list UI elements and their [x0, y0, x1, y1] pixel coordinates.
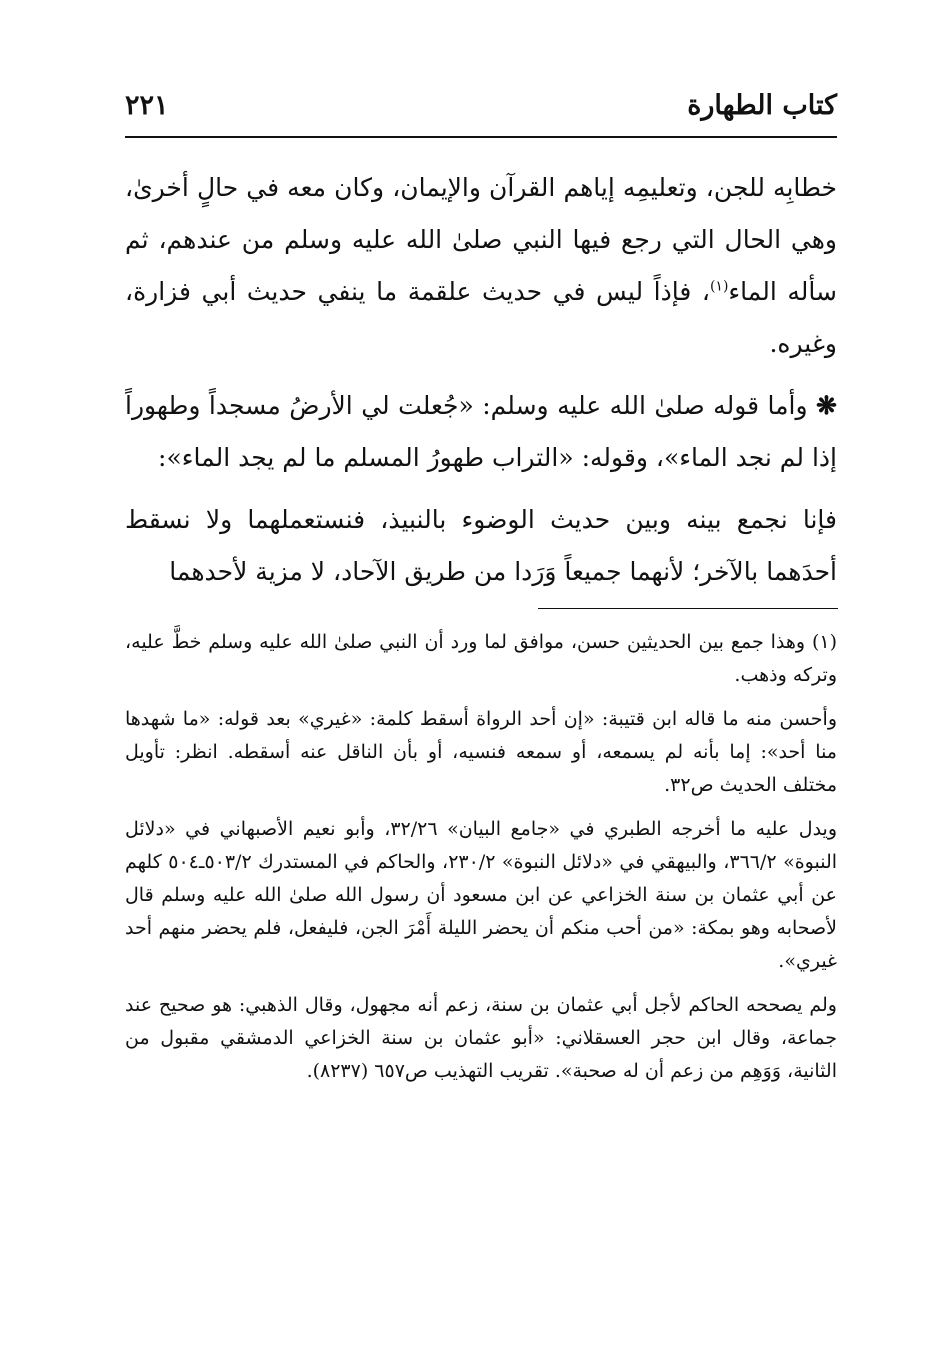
body-paragraph: [125, 380, 837, 484]
body-text: وأما قوله صلىٰ الله عليه وسلم: «جُعلت لي الأرضُ مسجداً وطهوراً إذا لم نجد الماء»، وقوله: «التراب طهورُ المسلم ما لم يجد الماء»:: [125, 391, 837, 472]
footnotes-section: [125, 626, 837, 1099]
body-text: ، فإذاً ليس في حديث علقمة ما ينفي حديث أبي فزارة، وغيره.: [125, 277, 837, 358]
footnote: وأحسن منه ما قاله ابن قتيبة: «إن أحد الرواة أسقط كلمة: «غيري» بعد قوله: «ما شهدها منا أحد»: إما بأنه لم يسمعه، أو سمعه فنسيه، أو بأن الناقل عنه أسقطه. انظر: تأويل مختلف الحديث ص٣٢.: [125, 708, 838, 796]
body-paragraph: [125, 494, 837, 598]
star-bullet-icon: ❋: [816, 391, 837, 420]
body-text: فإنا نجمع بينه وبين حديث الوضوء بالنبيذ، فنستعملهما ولا نسقط أحدَهما بالآخر؛ لأنهما جميعاً وَرَدا من طريق الآحاد، لا مزية لأحدهما: [125, 505, 837, 586]
body-text: خطابِه للجن، وتعليمِه إياهم القرآن والإيمان، وكان معه في حالٍ أخرىٰ، وهي الحال التي رجع فيها النبي صلىٰ الله عليه وسلم من عندهم، ثم سأله الماء: [125, 173, 837, 306]
page-number: ٢٢١: [125, 90, 169, 121]
header-divider: [125, 136, 837, 138]
main-body: [125, 162, 837, 608]
footnote-reference: (١): [709, 278, 729, 295]
running-header: [125, 88, 837, 134]
footnote-divider: [538, 608, 838, 609]
body-paragraph: [125, 162, 837, 370]
footnote: ولم يصححه الحاكم لأجل أبي عثمان بن سنة، زعم أنه مجهول، وقال الذهبي: هو صحيح عند جماعة، وقال ابن حجر العسقلاني: «أبو عثمان بن سنة الخزاعي الدمشقي مقبول من الثانية، وَوَهِم من زعم أن له صحبة». تقريب التهذيب ص٦٥٧ (٨٢٣٧).: [125, 994, 837, 1082]
footnote: (١) وهذا جمع بين الحديثين حسن، موافق لما ورد أن النبي صلىٰ الله عليه وسلم خطَّ عليه، وتركه وذهب.: [125, 631, 837, 686]
footnote: ويدل عليه ما أخرجه الطبري في «جامع البيان» ٣٢/٢٦، وأبو نعيم الأصبهاني في «دلائل النبوة» ٣٦٦/٢، والبيهقي في «دلائل النبوة» ٢٣٠/٢، والحاكم في المستدرك ٥٠٣/٢ـ٥٠٤ كلهم عن أبي عثمان بن سنة الخزاعي عن ابن مسعود أن رسول الله صلىٰ الله عليه وسلم قال لأصحابه وهو بمكة: «من أحب منكم أن يحضر الليلة أَمْرَ الجن، فليفعل، فلم يحضر منهم أحد غيري».: [125, 818, 838, 972]
chapter-title: كتاب الطهارة: [687, 90, 837, 121]
